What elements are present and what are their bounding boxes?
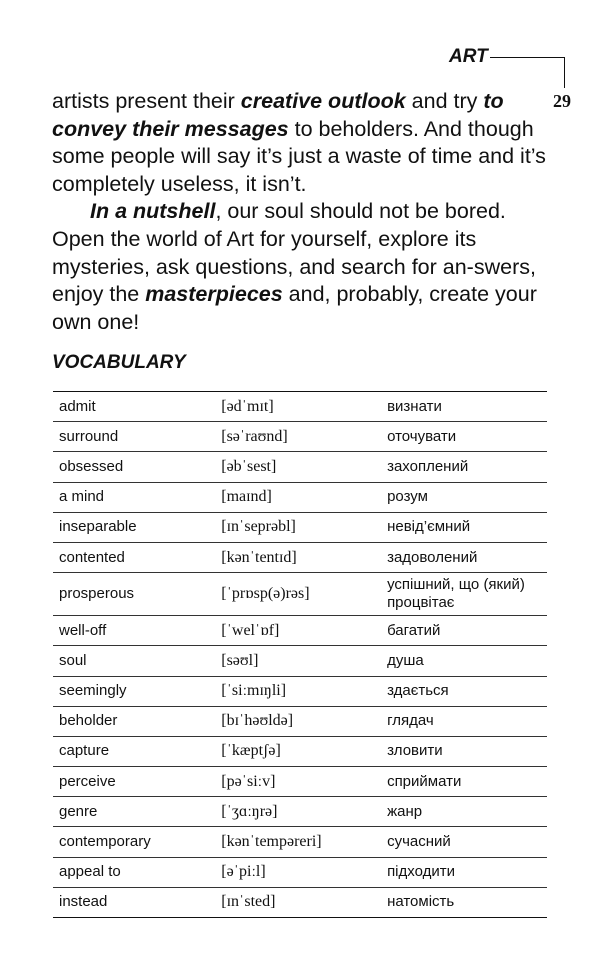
vocabulary-row [53,706,547,736]
emphasis-masterpieces: masterpieces [145,282,283,307]
vocab-word: capture [53,736,215,766]
vocabulary-row [53,392,547,422]
vocabulary-row [53,422,547,452]
vocab-meaning: багатий [381,616,547,646]
header-rule-vertical [564,57,565,88]
text-run: and, probably, create your own one! [52,282,537,334]
vocab-transcription: [ədˈmɪt] [215,392,381,422]
vocab-word: contemporary [53,827,215,857]
vocabulary-row [53,736,547,766]
vocab-word: genre [53,797,215,827]
vocab-meaning: підходити [381,857,547,887]
vocab-word: soul [53,646,215,676]
vocab-word: beholder [53,706,215,736]
vocab-meaning: задоволений [381,542,547,572]
vocabulary-row [53,887,547,917]
vocab-meaning: захоплений [381,452,547,482]
paragraph-1 [52,88,552,198]
text-run: , our soul should not be bored. Open the world of Art for yourself, explore its mysteries, ask questions, and search for an-swers, enjoy the [52,199,536,307]
vocab-meaning: оточувати [381,422,547,452]
vocabulary-row [53,482,547,512]
vocab-meaning: зловити [381,736,547,766]
vocab-meaning: сприймати [381,767,547,797]
vocab-transcription: [ˈprɒsp(ə)rəs] [215,573,381,616]
text-run: to beholders. And though some people will say it’s just a waste of time and it’s completely useless, it isn’t. [52,116,546,196]
vocab-word: inseparable [53,512,215,542]
vocabulary-row [53,797,547,827]
vocab-word: admit [53,392,215,422]
vocab-meaning: душа [381,646,547,676]
vocab-word: a mind [53,482,215,512]
vocab-meaning: визнати [381,392,547,422]
vocab-transcription: [ˈʒɑːŋrə] [215,797,381,827]
vocabulary-row [53,857,547,887]
emphasis-creative-outlook: creative outlook [240,89,406,113]
vocab-meaning: сучасний [381,827,547,857]
vocab-meaning: глядач [381,706,547,736]
vocab-meaning: невід’ємний [381,512,547,542]
vocab-transcription: [kənˈtempəreri] [215,827,381,857]
vocab-transcription: [kənˈtentɪd] [215,542,381,572]
vocabulary-row [53,573,547,616]
vocabulary-title: VOCABULARY [52,352,186,373]
vocab-transcription: [əbˈsest] [215,452,381,482]
emphasis-convey-messages: to convey their messages [52,89,504,141]
vocab-meaning: натомість [381,887,547,917]
vocabulary-row [53,676,547,706]
vocab-transcription: [səʊl] [215,646,381,676]
page-number: 29 [553,91,571,111]
vocabulary-row [53,452,547,482]
vocabulary-table [53,391,547,918]
vocab-transcription: [bɪˈhəʊldə] [215,706,381,736]
vocab-transcription: [pəˈsiːv] [215,767,381,797]
vocab-transcription: [səˈraʊnd] [215,422,381,452]
vocabulary-row [53,542,547,572]
vocab-transcription: [ˈsiːmɪŋli] [215,676,381,706]
vocab-word: prosperous [53,573,215,616]
text-run: and try [405,89,484,113]
vocab-transcription: [ˈwelˈɒf] [215,616,381,646]
vocab-transcription: [ˈkæptʃə] [215,736,381,766]
vocab-word: perceive [53,767,215,797]
vocab-meaning: успішний, що (який) процвітає [381,573,547,616]
vocab-word: contented [53,542,215,572]
vocab-word: seemingly [53,676,215,706]
text-run: artists present their [52,89,241,113]
vocab-transcription: [maɪnd] [215,482,381,512]
emphasis-in-a-nutshell: In a nutshell [90,199,216,224]
vocab-transcription: [ɪnˈseprəbl] [215,512,381,542]
paragraph-2 [52,198,552,336]
section-title: ART [449,46,488,67]
vocab-meaning: здається [381,676,547,706]
vocabulary-row [53,767,547,797]
vocabulary-row [53,827,547,857]
vocabulary-row [53,512,547,542]
vocabulary-row [53,616,547,646]
vocab-word: obsessed [53,452,215,482]
header-rule-horizontal [490,57,564,58]
vocab-meaning: жанр [381,797,547,827]
vocab-word: surround [53,422,215,452]
vocab-word: appeal to [53,857,215,887]
vocabulary-row [53,646,547,676]
vocab-word: well-off [53,616,215,646]
vocab-transcription: [ɪnˈsted] [215,887,381,917]
vocab-transcription: [əˈpiːl] [215,857,381,887]
vocab-meaning: розум [381,482,547,512]
body-text [52,88,552,336]
vocab-word: instead [53,887,215,917]
